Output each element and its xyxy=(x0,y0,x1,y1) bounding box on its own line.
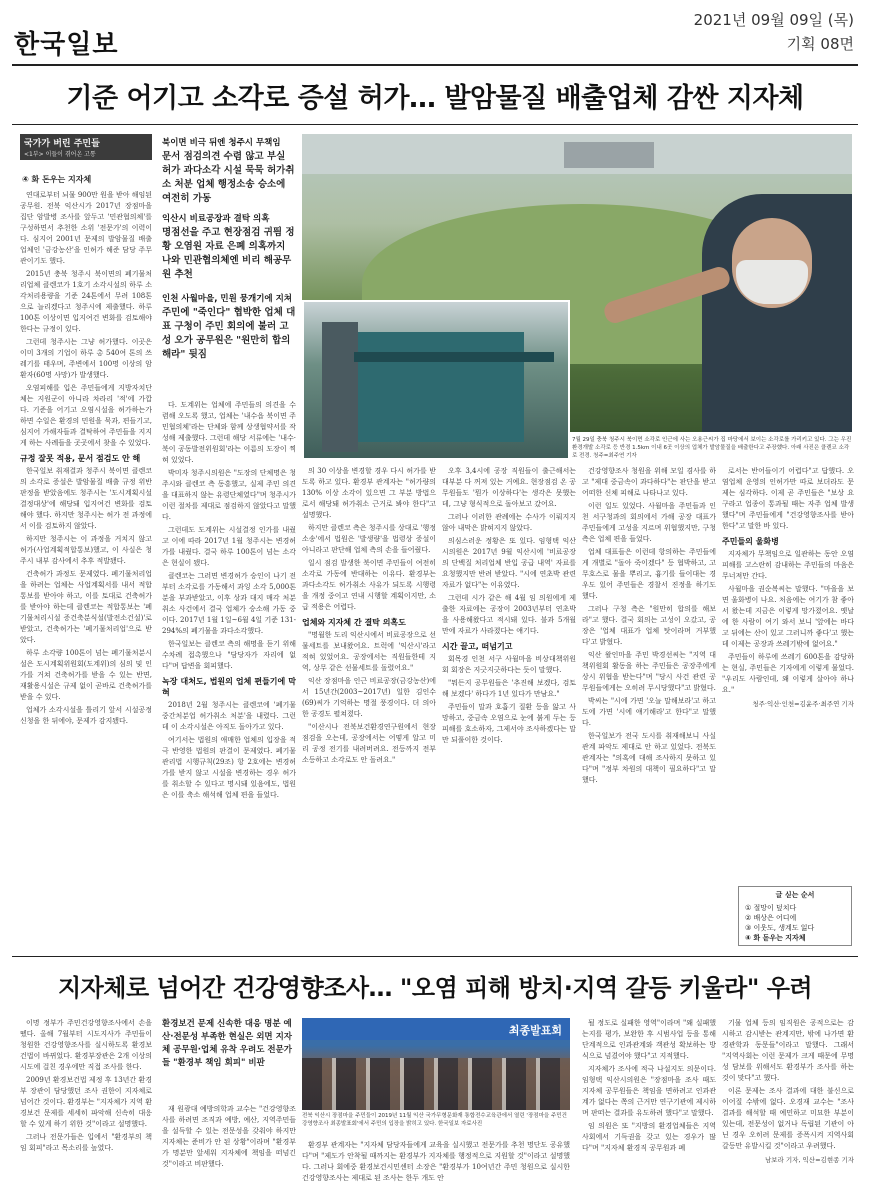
paragraph: 주민들이 하루에 쓰레기 600톤을 감당하는 현실, 주민들은 기자에게 이렇게 물었다. "우리도 사람인데, 왜 이렇게 살아야 하나요." xyxy=(722,653,854,694)
paragraph: 익산 장점마을 인근 비료공장(금강농산)에서 15년간(2003~2017년) 일한 김인수(69)씨가 기억하는 명절 풍경이다. 더 의아한 공경도 펼쳐졌다. xyxy=(302,677,436,718)
paragraph: 박미자 청주시의원은 "도장의 단체명은 청주시와 클렌코 측 동흥했고, 실제 주민 의견을 대표하지 않는 유령단체였다"며 청주시가 이런 절차를 제대로 점검하지 않았다고 말했다. xyxy=(162,469,296,521)
paragraph: 건축허가 과정도 문제였다. 폐기물처리업을 하려는 업체는 사업계획서를 내서 적합통보를 받아야 하고, 이를 토대로 건축허가를 받아야 하는데 클렌코는 적합통보는 '폐기물처리시설 증건축분식설(발전소건설)'로 받았고, 건축허가는 '폐기물처리업'으로 받았다. xyxy=(20,570,152,644)
main-headline: 기준 어기고 소각로 증설 허가… 발암물질 배출업체 감싼 지자체 xyxy=(66,83,804,114)
series-title: 국가가 버린 주민들 xyxy=(24,139,100,149)
sidebar-lead-2: 명점선을 주고 현장점검 귀띔 정황 오염원 자료 은폐 의혹까지 나와 민관협의체엔 비리 해공무원 추천 xyxy=(162,227,295,280)
paragraph: 박씨는 "시에 가면 '오늘 말해보라'고 하고 도에 가면 '시에 얘기해라'고 한다"고 말했다. xyxy=(582,697,716,727)
paragraph: 익산 왈인마을 주민 박경선씨는 "지역 대책위원회 활동을 하는 주민들은 공장주에게 상시 위협을 받는다"며 "당시 사건 관련 공무원들에게는 오히려 무시당했다"고 밝혔다. xyxy=(582,651,716,692)
paragraph: 2018년 2월 청주시는 클렌코에 '폐기물 중간처분업 허가취소 처분'을 내렸다. 그런데 이 소각시설은 아직도 돌아가고 있다. xyxy=(162,701,296,731)
paragraph: 하지만 클렌코 측은 청주시를 상대로 '행정소송'에서 법원은 '발생량'을 법령상 증설이 아니라고 판단해 업체 측의 손을 들어줬다. xyxy=(302,524,436,554)
paragraph: 기물 업체 등의 임직원은 공적으로는 감시하고 감시받는 관계지만, 밖에 나가면 환경관학과 동문들"이라고 말했다. 그래서 "지역사회는 이런 문제가 크게 때문에 무명성 담보를 위해서도 환경부가 조사를 하는 것이 맞다"고 했다. xyxy=(722,1019,854,1082)
paragraph: "이산시나 전북보건환경연구원에서 현장 점검을 오는데, 공장에서는 어떻게 알고 미리 공정 전기를 내려버려요. 전등까지 전부 소등하고 소각로도 안 돌려요." xyxy=(302,723,436,764)
order-item: ② 배상은 어디에 xyxy=(745,914,797,922)
sidebar-head-3: 인천 사월마을, 민원 뭉개기에 지쳐 xyxy=(162,294,293,304)
paragraph: 그러나 이러한 관례에는 수사가 이뤄지지 않아 내막은 밝혀지지 않았다. xyxy=(442,513,576,532)
paragraph: 한국일보가 전국 도시를 취재해보니 사실관계 파악도 제대로 안 하고 있었다. 전북도 관계자는 "의혹에 대해 조사하지 못하고 있다"며 "정부 차원의 대책이 필요하다"고 말했다. xyxy=(582,732,716,784)
order-box-title: 글 싣는 순서 xyxy=(775,891,815,899)
masthead xyxy=(0,0,870,62)
paragraph: 지자체가 무책임으로 일관하는 동안 오염 피해를 고스란히 감내하는 주민들의 마음은 무너져만 간다. xyxy=(722,550,854,580)
paragraph: 여기서는 법원의 애매한 업체의 입장을 적극 반영한 법원의 판결이 문제였다. 폐기물관리법 시행규칙(29조) 항 2호에는 변경허가를 받지 않고 시설을 변경하는 경우 허가를 취소할 수 있다고 명시돼 있음에도, 법원은 이를 축소 해석해 업체 편을 들었다. xyxy=(162,736,296,799)
paragraph: 그러나 전문가들은 입에서 "환경부의 책임 회피"라고 목소리를 높였다. xyxy=(20,1133,152,1152)
subheading: 업체와 지자체 간 결탁 의혹도 xyxy=(302,618,406,627)
subheading: 주민들의 울화병 xyxy=(722,537,779,546)
paragraph: 임 의원은 또 "지방의 환경업체들은 지역사회에서 기득권을 갖고 있는 경우가 많다"며 "지자체 환경직 공무원과 폐 xyxy=(582,1122,716,1152)
second-photo xyxy=(302,1018,570,1110)
paragraph: 그런데도 도계위는 시설결정 인가를 내줬고 이에 따라 2017년 1월 청주시는 변경허가를 내줬다. 결국 하루 100톤이 넘는 소각은 현실이 됐다. xyxy=(162,526,296,567)
subheading: 녹장 대처도, 법원의 업체 편들기에 막혀 xyxy=(162,677,296,697)
photo-banner: 최종발표회 xyxy=(302,1018,570,1040)
paragraph: 오후 3,4시에 공장 직원들이 출근해서는 대부분 다 꺼져 있는 거예요. 현장점검 온 공무원들도 '뭔가 이상하다'는 생각은 못했는데, 그냥 형식적으로 돌아보고 갔어요. xyxy=(442,467,576,508)
body-column-5 xyxy=(582,466,716,952)
sidebar-lead-3: 주민에 "죽인다" 협박한 업체 대표 구청이 주민 회의에 불러 고성 오가 공무원은 "원만히 합의해라" 뒷짐 xyxy=(162,307,296,360)
paragraph: 회목경 인천 서구 사월마을 비상대책위원회 회장은 지긋지긋하다는 듯이 말했다. xyxy=(442,655,576,674)
paragraph: 의심스러운 정황은 또 있다. 임형택 익산시의원은 2017년 9월 익산시에 '비료공장의 단백질 처리업체 반입 공급 내역' 자료를 요청했지만 반려 받았다. "시에 연초박 관련 자료가 없다"는 이유였다. xyxy=(442,537,576,589)
paragraph: 2015년 충북 청주시 북이면의 폐기물처리업체 클렌코가 1호기 소각시설의 하루 소각처리용량을 기준 24톤에서 무려 108톤으로 늘리겠다고 청주시에 제출했다. 하루 100톤 이상이면 입지여건 변화를 검토해야 한다는 규정이 있다. xyxy=(20,270,152,333)
series-subtitle: <1부> 이들이 겪어온 고통 xyxy=(24,151,96,158)
body-column-4 xyxy=(442,466,576,952)
paragraph: 사월마을 권순복씨는 말했다. "마을을 보면 울화병이 나요. 처음에는 여기가 참 좋아서 왔는데 지금은 이렇게 망가졌어요. 옛날에 한 사람이 여기 와서 보니 '앞에는 바다고 뒤에는 산이 있고 그러니까 좋다'고 했는데 이제는 공장과 쓰레기밖에 없어요." xyxy=(722,585,854,648)
paragraph: 건강영향조사 청원을 위해 모일 겸사를 하고 "제대 중금속이 과다하다"는 판단을 받고 어떠한 신체 피해로 나타나고 있다. xyxy=(582,467,716,497)
paragraph: 하루 소각량 100톤이 넘는 폐기물처분시설은 도시계획위원회(도계위)의 심의 및 인가를 거쳐 건축허가를 받을 수 있는 반면, 재활용시설은 규제 없이 곧바로 건축허가를 받을 수 있다. xyxy=(20,649,152,701)
paragraph: "뭐든지 공무원들은 '추진해 보겠다, 검토해 보겠다' 하다가 1년 있다가 만남요." xyxy=(442,679,576,698)
second-column-4 xyxy=(582,1018,716,1198)
second-column-5 xyxy=(722,1018,854,1198)
paragraph: "명월한 도리 익산시에서 비료공장으로 선물세트를 보내왔어요. 트럭에 '익산시'라고 적혀 있었어요. 공장에서는 직원들한테 지역, 상무 같은 선물세트를 돌렸어요." xyxy=(302,631,436,672)
subheading: 규정 잘못 적용, 문서 점검도 안 해 xyxy=(20,454,141,463)
paragraph: 오염피해를 입은 주민들에게 지방자치단체는 지원군이 아니라 차라리 '적'에 가깝다. 기준을 어기고 오염시설을 허가하는가 하면 수일은 환경의 민원을 묵과, 편들기고, 심지어 가해자들과 결탁하여 주민들을 지지게 하는 사례들을 곳곳에서 찾을 수 있었다. xyxy=(20,384,152,447)
paragraph: 그런데 시가 같은 해 4월 임 의원에게 제출한 자료에는 공장이 2003년부터 연초박을 사용해왔다고 적시돼 있다. 불과 5개월 만에 자료가 사라졌다는 얘기다. xyxy=(442,594,576,635)
dateline xyxy=(694,8,854,56)
paragraph: 재 원광대 예방의학과 교수는 "건강영향조사를 하려면 조직과 예방, 예산, 지역주민들을 설득할 수 있는 전문성을 갖춰야 하지만 지자체는 준비가 안 된 상황"이라며 "환경부가 명분만 앞세워 지자체에 책임을 떠넘긴 것"이라고 비판했다. xyxy=(162,1105,296,1168)
byline: 청주·익산·인천=김윤주·최주연 기자 xyxy=(752,700,854,708)
second-sidebar-lead: 환경보건 문제 신속한 대응 명분 예산·전문성 부족한 현실은 외면 지자체 공무원·업체 유착 우려도 전문가들 "환경부 책임 회피" 비판 xyxy=(162,1019,293,1068)
sidebar-lead-1: 문서 점검의견 수렴 않고 부실 허가 과다소각 시설 묵묵 허가취소 처분 업체 행정소송 승소에 여전히 가동 xyxy=(162,151,295,204)
paragraph: 일시 점검 발생한 북이면 주민들이 여전히 소각로 가동에 반대하는 이유다. 환경부는 과다소각도 허가취소 사유가 되도록 시행령을 개정 중이고 연내 시행할 계획이지만, 소급 적용은 어렵다. xyxy=(302,559,436,611)
paragraph: 주민들이 말과 호흡기 질환 등을 앓고 사망하고, 중금속 오염으로 눈에 붉게 두는 등 피해를 호소하자, 그제서야 조사하겠다는 말만 되풀이한 것이다. xyxy=(442,703,576,744)
section-divider xyxy=(12,956,858,957)
paragraph: 이론 문제는 조사 결과에 대한 불신으로 이어질 수밖에 없다. 오경재 교수는 "조사 결과를 해석할 때 예민하고 미묘한 부분이 있는데, 전문성이 없거나 독립된 기관이 아닌 경우 오히려 문제를 증폭시켜 지역사회 갈등만 유발시킬 것"이라고 우려했다. xyxy=(722,1087,854,1150)
body-column-3 xyxy=(302,466,436,952)
body-column-6 xyxy=(722,466,854,878)
lead-column xyxy=(20,190,152,950)
sidebar-head-1: 북이면 비극 뒤엔 청주시 무책임 xyxy=(162,138,281,148)
paragraph: 2009년 환경보건법 제정 후 13년간 환경부 장관이 담당했던 조사 권한이 지자체로 넘어간 것이다. 환경부는 "지자체가 지역 환경보건 문제를 세세히 파악해 신속히 대응할 수 있게 하기 위한 것"이라고 설명했다. xyxy=(20,1076,152,1128)
subheading: 시간 끌고, 떠넘기고 xyxy=(442,642,513,651)
paragraph: 한국일보 취재결과 청주시 북이면 클렌코의 소각로 증설은 발암물질 배출 규정 위반 판정을 받았음에도 청주시는 '도시계획시설 결정대상'에 해당돼 입지여건 변화를 검토해야 했다. 하지만 청주시는 허가 전 과정에서 이를 검토하지 않았다. xyxy=(20,467,152,530)
series-number: ④ 화 돈우는 지자체 xyxy=(22,175,92,184)
paragraph: 그러나 구청 측은 "원만히 합의를 해보라"고 했다. 결국 회의는 고성이 오갔고, 공장은 '업체 대표가 업체 탓이라며 거부했다'고 밝혔다. xyxy=(582,605,716,646)
second-column-2 xyxy=(162,1104,296,1198)
issue-date: 2021년 09월 09일 (목) xyxy=(693,11,854,29)
paragraph: 환경부 관계자는 "지자체 담당자들에게 교육을 실시했고 전문가를 추천 명단도 공유했다"며 "제도가 안착될 때까지는 환경부가 지자체를 행정적으로 지원할 것"이라고 설명했다. 그러나 회에중 환경보건시민센터 소장은 "환경부가 10여년간 주민 청원으로 실시한 건강영향조사는 제대로 된 조사는 한두 개도 안 xyxy=(302,1141,570,1182)
paragraph: 다. 도계위는 업체에 주민들의 의견을 수렴해 오도록 했고, 업체는 '내수읍 북이면 주민협의체'라는 단체와 함께 상생협약서를 작성해 제출했다. 그런데 해당 서류에는 '내수·북이 공동발전위원회'라는 이름의 도장이 찍혀 있었다. xyxy=(162,401,296,464)
paragraph: 로서는 반어들이기 어렵다"고 답했다. 오염업체 운영의 인허가만 따로 보더라도 문제는 심각하다. 이제 곧 주민들은 "보상 요구라고 업종이 통과될 때는 자주 업체 발생했다"며 주민들에게 "건강영향조사를 받아 한다"고 말한 바 있다. xyxy=(722,467,854,530)
order-item: ① 절망이 덮치다 xyxy=(745,904,797,912)
headline-rule xyxy=(12,124,858,125)
second-column-1 xyxy=(20,1018,152,1198)
page-section: 기획 08면 xyxy=(786,35,854,53)
second-photo-caption: 전북 익산시 장점마을 주민들이 2019년 11월 익산 국가무형문화재 통합전수교육관에서 열린 '장점마을 주민건강영향조사 최종발표회'에서 주민의 입장을 밝히고 있다. 한국일보 자료사진 xyxy=(302,1113,567,1127)
paragraph: 연대로부터 뇌물 900만 원을 받아 해임된 공무원. 전북 익산시가 2017년 장점마을 집단 암발병 조사를 앞두고 '민관협의체'를 구성하면서 추천한 소위 '전문가'의 이력이다. 심지어 2001년 문제의 발암물질 배출업체인 '금강농산'을 인허가 해준 담당 주무관이기도 했다. xyxy=(20,191,152,265)
paragraph: 한국일보는 클렌코 측의 해명을 듣기 위해 수차례 접촉했으나 "담당자가 자리에 없다"며 답변을 회피했다. xyxy=(162,640,296,670)
inset-photo xyxy=(302,300,570,460)
paragraph: 될 정도로 실패한 영역"이라며 "왜 실패했는지를 평가, 보완한 후 시범사업 등을 통해 단계적으로 인과관계와 객관성 확보하는 방식으로 넘겼어야 했다"고 지적했다. xyxy=(582,1019,716,1060)
sidebar-head-2: 익산시 비료공장과 결탁 의혹 xyxy=(162,214,270,224)
paragraph: 의 30 이상을 변경할 경우 다시 허가를 받도록 하고 있다. 환경부 관계자는 "허가량의 130% 이상 소각이 있으면 그 부분 방법으로서 해당돼 허가취소 근거로 봐야 한다"고 설명했다. xyxy=(302,467,436,519)
byline: 남보라 기자, 익산=김현종 기자 xyxy=(764,1156,854,1164)
paragraph: 하지만 청주시는 이 과정을 거치지 않고 허가(사업계획적합통보)했고, 이 사실은 청주시 내부 감사에서 추후 적발됐다. xyxy=(20,535,152,565)
photo-caption: 7월 29일 충북 청주시 북이면 소각로 인근에 사는 오용근씨가 집 마당에서 보이는 소각로를 가리키고 있다. 그는 우진환경개발 소각로 등 반경 1.5km 이내 6곳 이상의 업체가 발암물질을 배출한다고 주장했다. 아래 사진은 클렌코 소각로 전경. 청주=최주연 기자 xyxy=(572,437,852,459)
series-order-box xyxy=(738,886,852,946)
order-item-current: ④ 화 돋우는 지자체 xyxy=(745,934,806,942)
paragraph: 업체 대표들은 이런데 항의하는 주민들에게 개별로 "돌아 죽이겠다" 등 협박하고, 고무호스로 물을 뿌리고, 흉기를 들이대는 경우도 있어 주민들은 경찰서 진정을 하기도 했다. xyxy=(582,548,716,600)
paragraph: 클렌코는 그러면 변경허가 승인이 나기 전부터 소각로를 가동해서 과잉 소각 5,000톤 분을 부과받았고, 이후 상과 대지 매각 처분 취소 사건에서 결국 업체가 승소해 가동 중이다. 2017년 1월 1일~6월 4일 기준 131-294%의 폐기물을 과다소각했다. xyxy=(162,572,296,635)
paragraph: 이명 정부가 주민건강영향조사에서 손을 뗐다. 올해 7월부터 시도지사가 주민들이 청원한 건강영향조사를 실시하도록 환경보건법이 바뀌었다. 환경부장관은 2개 이상의 시도에 걸친 경우에만 직접 조사를 한다. xyxy=(20,1019,152,1071)
top-rule xyxy=(12,64,858,66)
paragraph: 업체가 소각시설을 틀리기 앞서 시설공정 신청을 한 뒤에야, 문제가 감지됐다. xyxy=(20,706,152,725)
second-headline: 지자체로 넘어간 건강영향조사… "오염 피해 방치·지역 갈등 키울라" 우려 xyxy=(57,974,813,1002)
newspaper-logo: 한국일보 xyxy=(14,30,119,60)
order-item: ③ 이웃도, 생계도 잃다 xyxy=(745,924,815,932)
paragraph: 지자체가 조사에 적극 나설지도 의문이다. 임형택 익산시의원은 "장점마을 조사 때도 지자체 공무원들은 책임을 면하려고 인과관계가 없다는 쪽의 근거만 연구기관에 제시하며 판떠는 결과를 유도하려 했다"고 말했다. xyxy=(582,1065,716,1117)
paragraph: 그런데 청주시는 그냥 허가했다. 이곳은 이미 3개의 기업이 하루 총 540여 톤의 쓰레기를 태우며, 주변에서 100명 이상의 암 환자(60명 사망)가 발생했다. xyxy=(20,338,152,379)
series-label xyxy=(20,134,152,160)
paragraph: 이런 일도 있었다. 사월마을 주민들과 인천 서구청과의 회의에서 가해 공장 대표가 주민들에게 고성을 지르며 위협했지만, 구청 측은 업체 편을 들었다. xyxy=(582,502,716,543)
second-column-3 xyxy=(302,1140,570,1198)
body-column-2 xyxy=(162,400,296,950)
